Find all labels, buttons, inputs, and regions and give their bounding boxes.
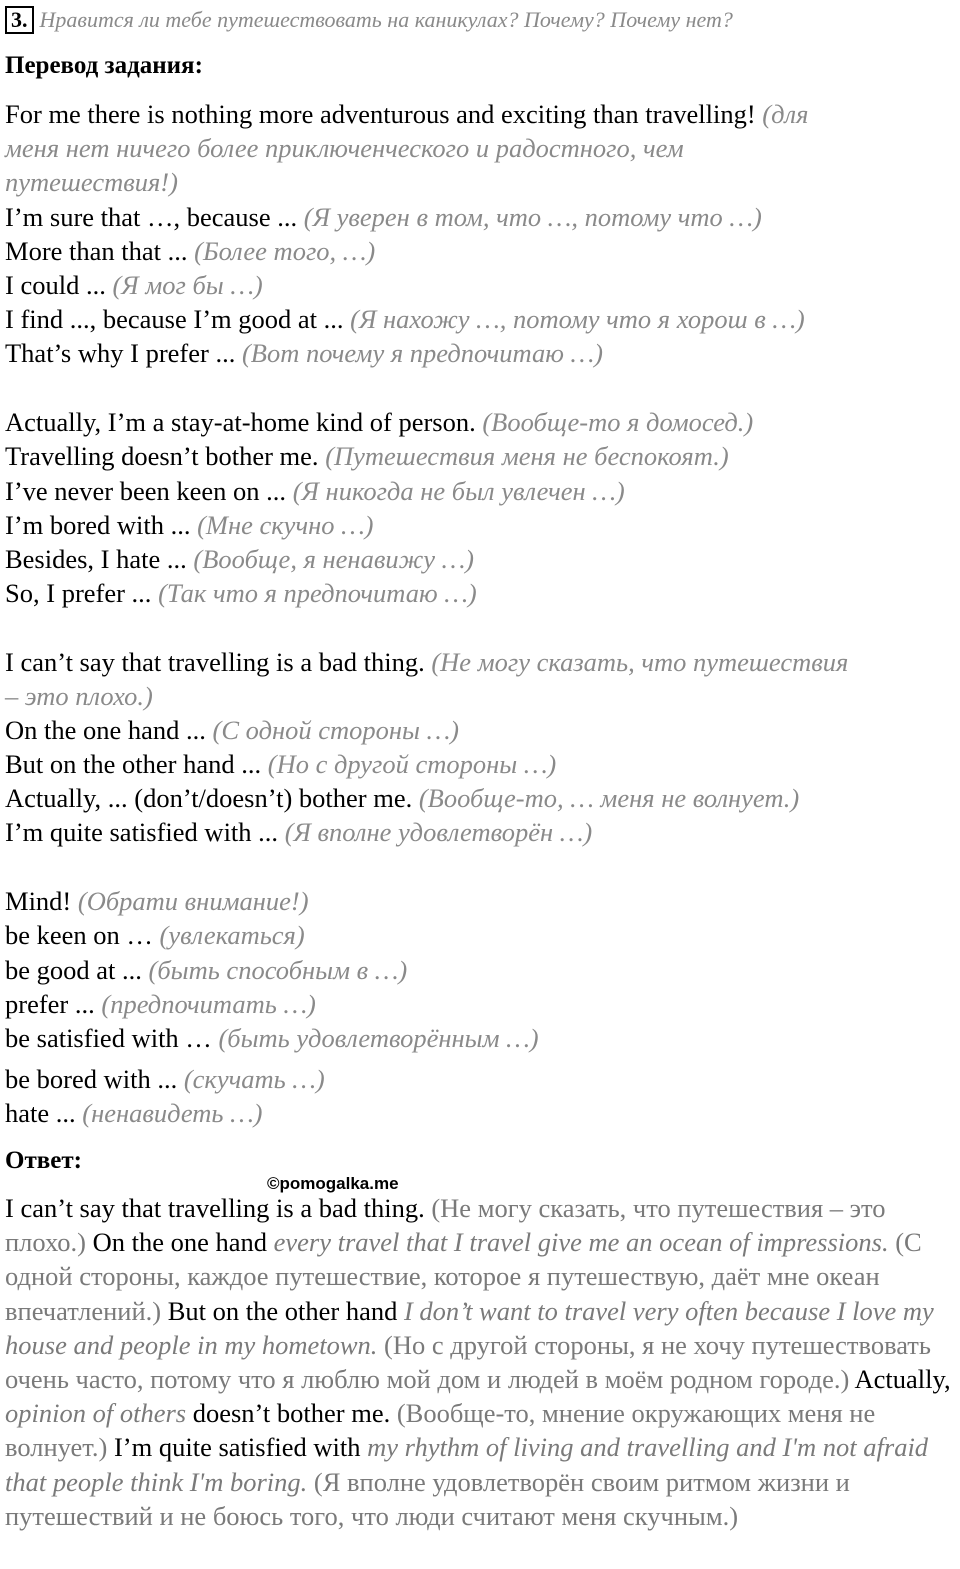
phrase-ru: путешествия!): [5, 167, 178, 197]
phrase-en: I’m bored with ...: [5, 510, 198, 540]
phrase-line: [5, 1062, 325, 1096]
phrase-line: [5, 747, 556, 781]
phrase-en: I’ve never been keen on ...: [5, 476, 293, 506]
phrase-ru: (Я никогда не был увлечен …): [292, 476, 625, 506]
phrase-line: [5, 1021, 539, 1055]
phrase-ru: (Так что я предпочитаю …): [158, 578, 477, 608]
answer-paragraph: [5, 1191, 960, 1533]
phrase-en: be bored with ...: [5, 1064, 184, 1094]
phrase-en: Mind!: [5, 886, 78, 916]
phrase-ru: (Я уверен в том, что …, потому что …): [303, 202, 762, 232]
phrase-line: [5, 815, 592, 849]
phrase-ru: (Вообще, я ненавижу …): [193, 544, 474, 574]
phrase-line: [5, 713, 459, 747]
phrase-ru: (Но с другой стороны …): [267, 749, 557, 779]
phrase-ru: – это плохо.): [5, 681, 153, 711]
phrase-ru: (скучать …): [183, 1064, 325, 1094]
phrase-line: [5, 336, 603, 370]
task-number: 3.: [5, 6, 34, 34]
answer-translation: (Я вполне удовлетворён своим ритмом жизни и путешествий и не боюсь того, что люди считают меня скучным.): [5, 1466, 850, 1531]
phrase-ru: (Обрати внимание!): [77, 886, 309, 916]
phrase-en: Actually, ... (don’t/doesn’t) bother me.: [5, 783, 419, 813]
phrase-en: I’m sure that …, because ...: [5, 202, 304, 232]
watermark: ©pomogalka.me: [267, 1174, 399, 1193]
phrase-line: [5, 234, 375, 268]
answer-translation: (Но с другой стороны, я не хочу путешествовать очень часто, потому что я люблю мой дом и людей в моём родном городе.): [5, 1329, 931, 1395]
answer-text: But on the other hand: [167, 1295, 404, 1326]
phrase-en: That’s why I prefer ...: [5, 338, 242, 368]
phrase-en: I could ...: [5, 270, 113, 300]
answer-text: I’m quite satisfied with: [113, 1432, 368, 1463]
phrase-en: On the one hand ...: [5, 715, 213, 745]
phrase-line: [5, 268, 263, 302]
phrase-ru: (Вообще-то, … меня не волнует.): [418, 783, 800, 813]
task-line: [5, 6, 733, 36]
phrase-ru: (Мне скучно …): [197, 510, 374, 540]
phrase-line: [5, 474, 625, 508]
phrase-en: Besides, I hate ...: [5, 544, 194, 574]
answer-text: doesn’t bother me.: [186, 1398, 397, 1429]
phrase-line: [5, 165, 178, 199]
task-text: Нравится ли тебе путешествовать на каникулах? Почему? Почему нет?: [39, 7, 733, 32]
phrase-ru: (увлекаться): [159, 920, 305, 950]
phrase-ru: (Я вполне удовлетворён …): [284, 817, 593, 847]
answer-translation: (С одной стороны, каждое путешествие, которое я путешествую, даёт мне океан впечатлений.): [5, 1227, 922, 1326]
answer-filled-text: I don’t want to travel very often because I love my house and people in my hometown.: [5, 1295, 934, 1360]
phrase-line: [5, 987, 316, 1021]
phrase-line: [5, 953, 407, 987]
phrase-en: I’m quite satisfied with ...: [5, 817, 285, 847]
phrase-en: Actually, I’m a stay-at-home kind of person.: [5, 407, 483, 437]
phrase-line: [5, 884, 309, 918]
phrase-line: [5, 439, 729, 473]
phrase-line: [5, 781, 799, 815]
answer-heading: Ответ:: [5, 1147, 82, 1174]
answer-translation: (Не могу сказать, что путешествия – это плохо.): [5, 1193, 886, 1258]
phrase-ru: (Вот почему я предпочитаю …): [241, 338, 603, 368]
phrase-ru: (Я нахожу …, потому что я хорош в …): [350, 304, 805, 334]
phrase-en: I can’t say that travelling is a bad thing.: [5, 647, 432, 677]
phrase-ru: (ненавидеть …): [82, 1098, 263, 1128]
phrase-en: hate ...: [5, 1098, 83, 1128]
phrase-ru: (быть способным в …): [148, 955, 408, 985]
phrase-en: I find ..., because I’m good at ...: [5, 304, 351, 334]
phrase-en: be good at ...: [5, 955, 149, 985]
phrase-ru: (Более того, …): [194, 236, 376, 266]
phrase-line: [5, 302, 805, 336]
phrase-line: [5, 918, 305, 952]
answer-filled-text: my rhythm of living and travelling and I'm not afraid that people think I'm boring.: [5, 1432, 929, 1497]
phrase-line: [5, 1096, 263, 1130]
phrase-line: [5, 405, 753, 439]
phrase-en: prefer ...: [5, 989, 102, 1019]
phrase-line: [5, 645, 848, 679]
answer-text: I can’t say that travelling is a bad thing.: [5, 1193, 432, 1223]
phrase-line: [5, 508, 374, 542]
phrase-line: [5, 97, 808, 131]
phrase-ru: (для: [762, 99, 809, 129]
phrase-ru: (быть удовлетворённым …): [218, 1023, 539, 1053]
phrase-en: So, I prefer ...: [5, 578, 159, 608]
phrase-en: be keen on …: [5, 920, 160, 950]
phrase-line: [5, 679, 153, 713]
phrase-ru: (предпочитать …): [101, 989, 316, 1019]
phrase-en: be satisfied with …: [5, 1023, 219, 1053]
phrase-line: [5, 576, 477, 610]
answer-translation: (Вообще-то, мнение окружающих меня не волнует.): [5, 1398, 876, 1463]
phrase-en: Travelling doesn’t bother me.: [5, 441, 326, 471]
answer-filled-text: every travel that I travel give me an ocean of impressions.: [273, 1227, 896, 1258]
phrase-line: [5, 200, 762, 234]
phrase-ru: (Я мог бы …): [112, 270, 263, 300]
phrase-ru: (Путешествия меня не беспокоят.): [325, 441, 729, 471]
phrase-en: But on the other hand ...: [5, 749, 268, 779]
phrase-ru: (С одной стороны …): [212, 715, 460, 745]
phrase-en: More than that ...: [5, 236, 195, 266]
phrase-ru: (Вообще-то я домосед.): [482, 407, 754, 437]
phrase-ru: (Не могу сказать, что путешествия: [431, 647, 849, 677]
translation-heading: Перевод задания:: [5, 52, 203, 79]
phrase-en: For me there is nothing more adventurous and exciting than travelling!: [5, 99, 763, 129]
phrase-line: [5, 131, 684, 165]
answer-text: Actually,: [854, 1364, 951, 1395]
answer-text: On the one hand: [92, 1227, 274, 1258]
answer-filled-text: opinion of others: [5, 1398, 187, 1429]
phrase-ru: меня нет ничего более приключенческого и радостного, чем: [5, 133, 684, 163]
phrase-line: [5, 542, 474, 576]
